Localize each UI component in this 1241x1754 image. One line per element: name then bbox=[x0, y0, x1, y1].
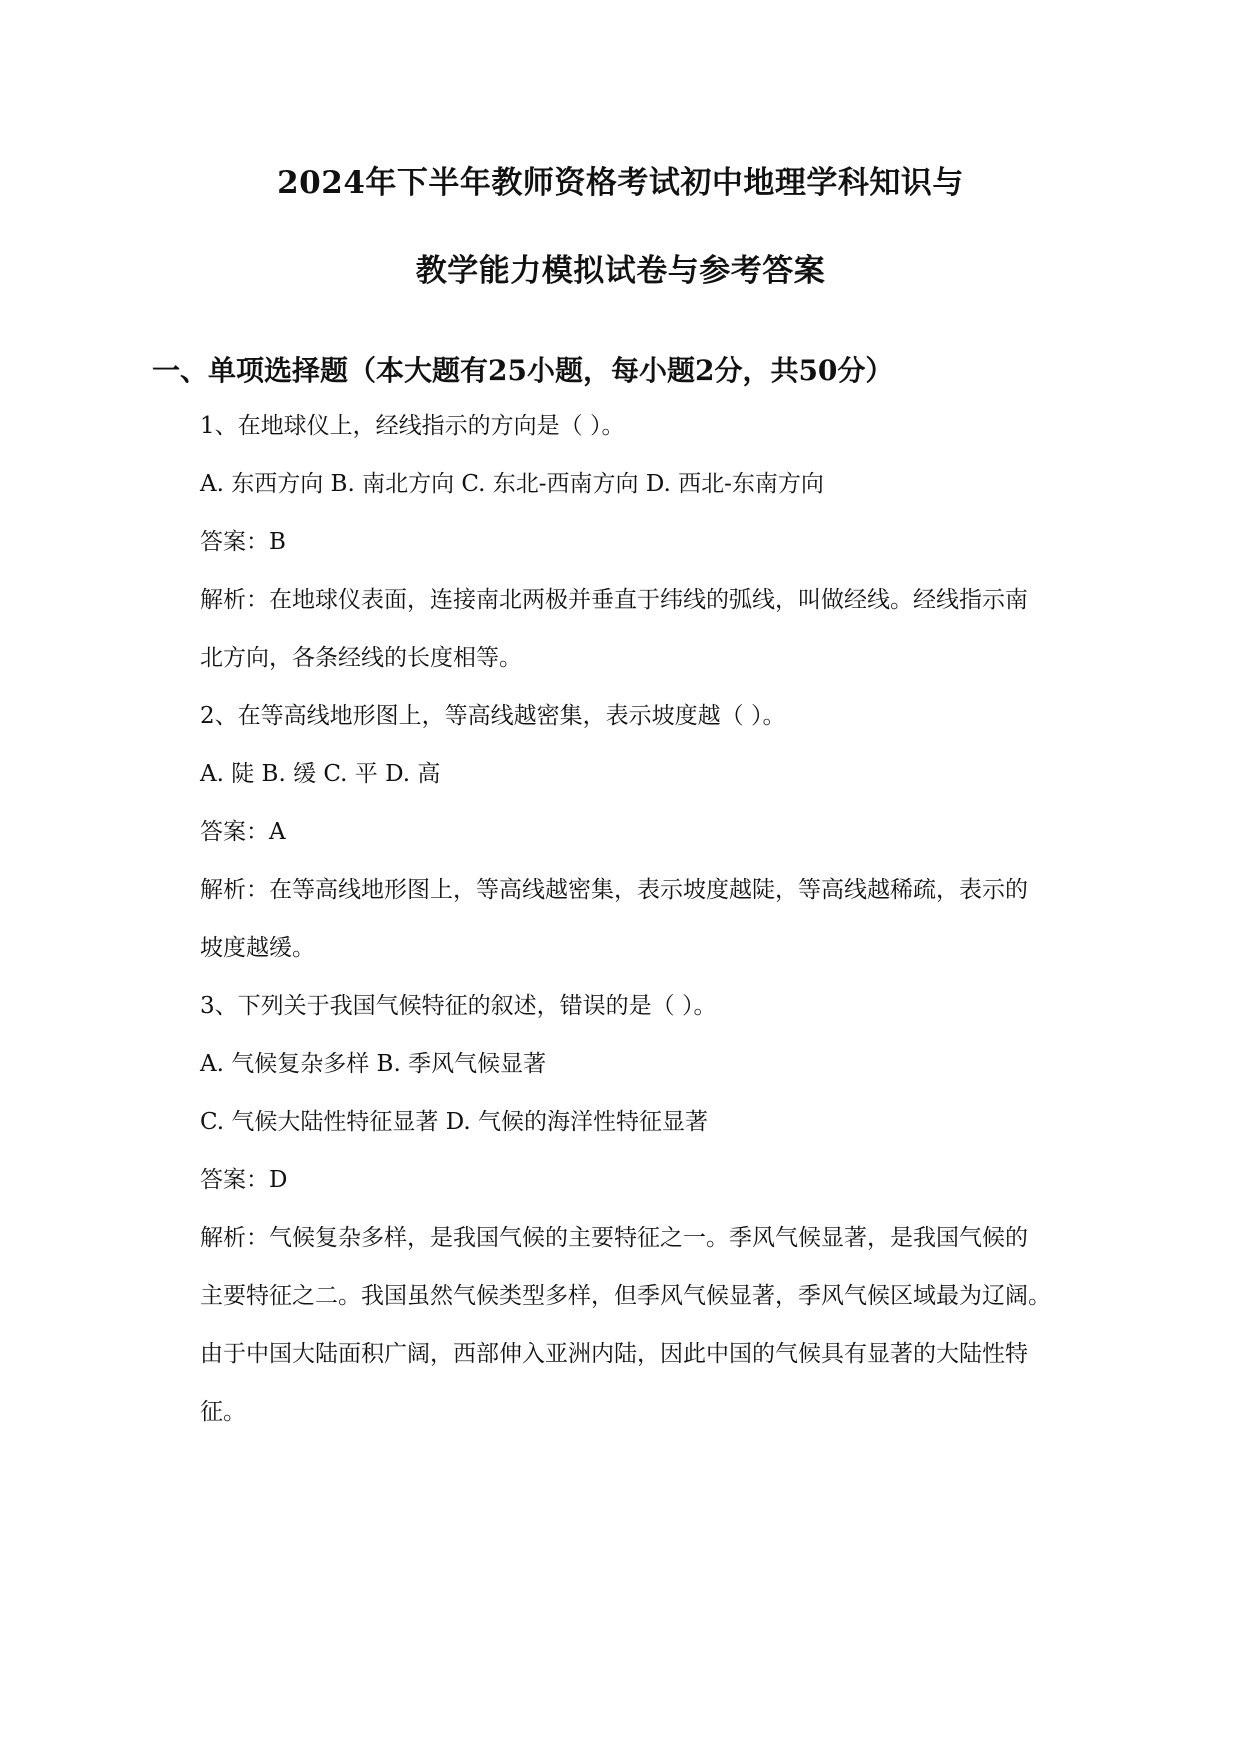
question-3-analysis-line-2: 主要特征之二。我国虽然气候类型多样，但季风气候显著，季风气候区域最为辽阔。 bbox=[200, 1283, 1051, 1309]
document-title-line-1: 2024年下半年教师资格考试初中地理学科知识与 bbox=[277, 165, 964, 201]
section-heading: 一、单项选择题（本大题有25小题，每小题2分，共50分） bbox=[152, 354, 894, 387]
question-2-answer: 答案：A bbox=[200, 819, 286, 845]
question-1-stem: 1、在地球仪上，经线指示的方向是（ ）。 bbox=[200, 413, 625, 439]
question-2-stem: 2、在等高线地形图上，等高线越密集，表示坡度越（ ）。 bbox=[200, 703, 786, 729]
document-title-line-2: 教学能力模拟试卷与参考答案 bbox=[415, 253, 826, 289]
question-3-analysis-line-3: 由于中国大陆面积广阔，西部伸入亚洲内陆，因此中国的气候具有显著的大陆性特 bbox=[200, 1341, 1028, 1367]
question-3-stem: 3、下列关于我国气候特征的叙述，错误的是（ ）。 bbox=[200, 993, 717, 1019]
question-2-options: A. 陡 B. 缓 C. 平 D. 高 bbox=[200, 761, 441, 787]
question-1-analysis-line-2: 北方向，各条经线的长度相等。 bbox=[200, 645, 522, 671]
question-1-analysis-line-1: 解析：在地球仪表面，连接南北两极并垂直于纬线的弧线，叫做经线。经线指示南 bbox=[200, 587, 1028, 613]
question-2-analysis-line-2: 坡度越缓。 bbox=[200, 935, 315, 961]
question-3-answer: 答案：D bbox=[200, 1167, 288, 1193]
question-1-options: A. 东西方向 B. 南北方向 C. 东北-西南方向 D. 西北-东南方向 bbox=[200, 471, 824, 497]
question-3-options-line-2: C. 气候大陆性特征显著 D. 气候的海洋性特征显著 bbox=[200, 1109, 708, 1135]
question-3-analysis-line-4: 征。 bbox=[200, 1399, 246, 1425]
question-1-answer: 答案：B bbox=[200, 529, 286, 555]
question-2-analysis-line-1: 解析：在等高线地形图上，等高线越密集，表示坡度越陡，等高线越稀疏，表示的 bbox=[200, 877, 1028, 903]
question-3-options-line-1: A. 气候复杂多样 B. 季风气候显著 bbox=[200, 1051, 547, 1077]
question-3-analysis-line-1: 解析：气候复杂多样，是我国气候的主要特征之一。季风气候显著，是我国气候的 bbox=[200, 1225, 1028, 1251]
